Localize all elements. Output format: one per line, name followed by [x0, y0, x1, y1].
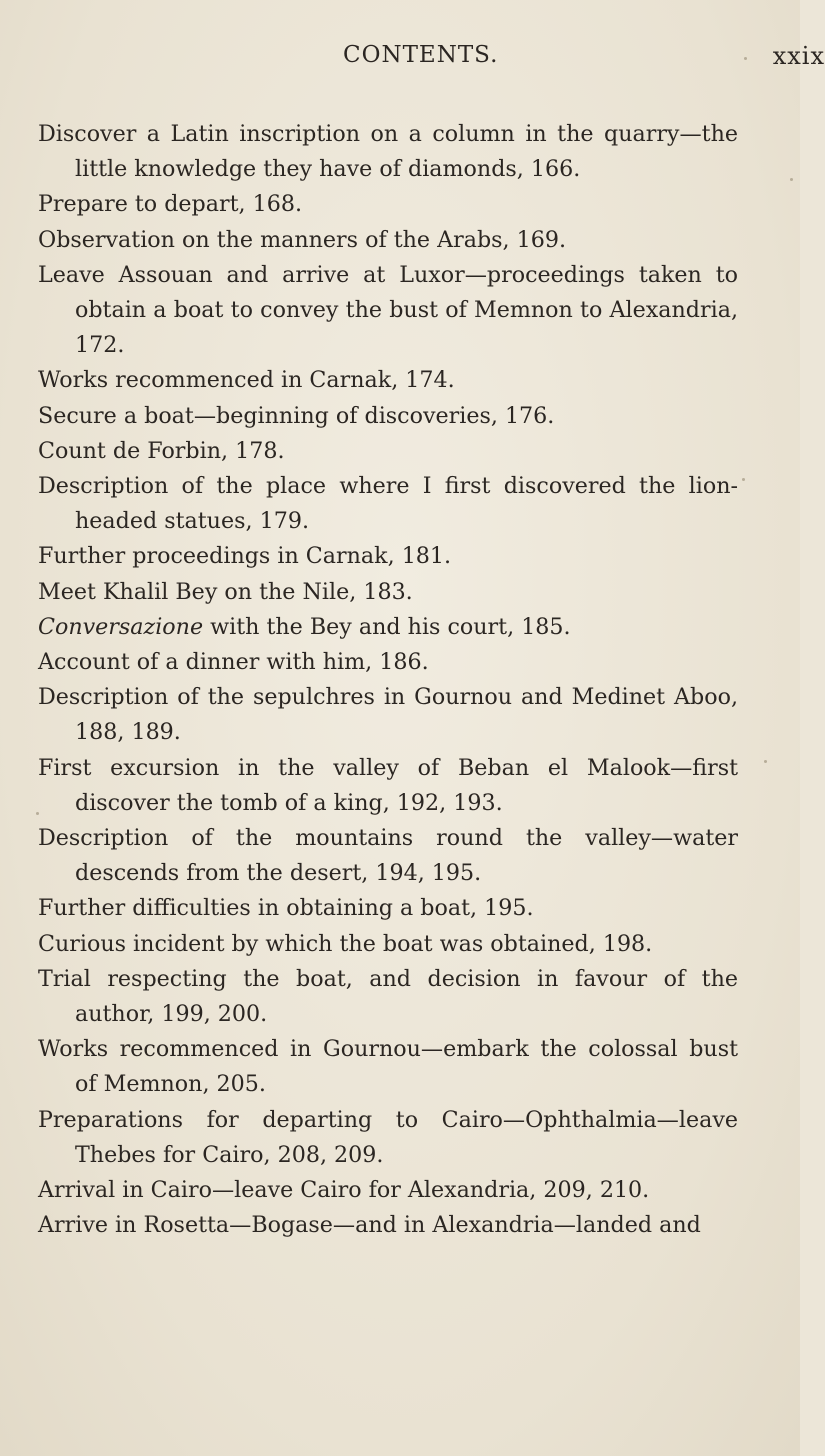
paper-speck — [742, 478, 745, 481]
contents-entry: Discover a Latin inscription on a column in the quarry—the little knowledge they have of diamonds, 166. — [38, 121, 738, 183]
running-head — [60, 0, 825, 80]
contents-entry: Leave Assouan and arrive at Luxor—proceedings taken to obtain a boat to convey the bust of Memnon to Alexandria, 172. — [38, 261, 738, 359]
paper-speck — [790, 178, 793, 181]
contents-entry: Works recommenced in Carnak, 174. — [38, 367, 455, 394]
contents-entry: Description of the mountains round the valley—water descends from the desert, 194, 195. — [38, 825, 738, 887]
contents-entry: Arrival in Cairo—leave Cairo for Alexandria, 209, 210. — [38, 1177, 650, 1204]
contents-entry: Trial respecting the boat, and decision in favour of the author, 199, 200. — [38, 965, 738, 1028]
contents-entry: Conversazione with the Bey and his court, 185. — [38, 613, 571, 640]
contents-entry: Account of a dinner with him, 186. — [38, 649, 429, 676]
page-number: xxix — [772, 42, 825, 70]
contents-entry: Further difficulties in obtaining a boat, 195. — [38, 895, 534, 922]
contents-entry: Prepare to depart, 168. — [38, 191, 303, 218]
contents-entry: Count de Forbin, 178. — [38, 437, 285, 464]
contents-entry: Description of the sepulchres in Gournou and Medinet Aboo, 188, 189. — [38, 684, 738, 746]
contents-entry: Description of the place where I first discovered the lion-headed statues, 179. — [38, 473, 738, 535]
contents-entry: Observation on the manners of the Arabs, 169. — [38, 226, 567, 253]
page-title: CONTENTS. — [343, 42, 499, 68]
contents-entry: Secure a boat—beginning of discoveries, 176. — [38, 402, 555, 429]
contents-list — [38, 117, 738, 1244]
paper-speck — [36, 812, 39, 815]
contents-entry: Arrive in Rosetta—Bogase—and in Alexandria—landed and — [38, 1212, 701, 1239]
contents-entry: First excursion in the valley of Beban el Malook—first discover the tomb of a king, 192, 193. — [38, 754, 738, 816]
contents-entry: Further proceedings in Carnak, 181. — [38, 543, 452, 570]
italic-term: Conversazione — [38, 613, 204, 640]
contents-entry: Curious incident by which the boat was obtained, 198. — [38, 930, 653, 957]
contents-entry: Preparations for departing to Cairo—Ophthalmia—leave Thebes for Cairo, 208, 209. — [38, 1106, 738, 1168]
contents-entry: Works recommenced in Gournou—embark the colossal bust of Memnon, 205. — [38, 1036, 738, 1098]
paper-speck — [764, 760, 767, 763]
paper-speck — [744, 57, 747, 60]
contents-entry: Meet Khalil Bey on the Nile, 183. — [38, 578, 413, 605]
